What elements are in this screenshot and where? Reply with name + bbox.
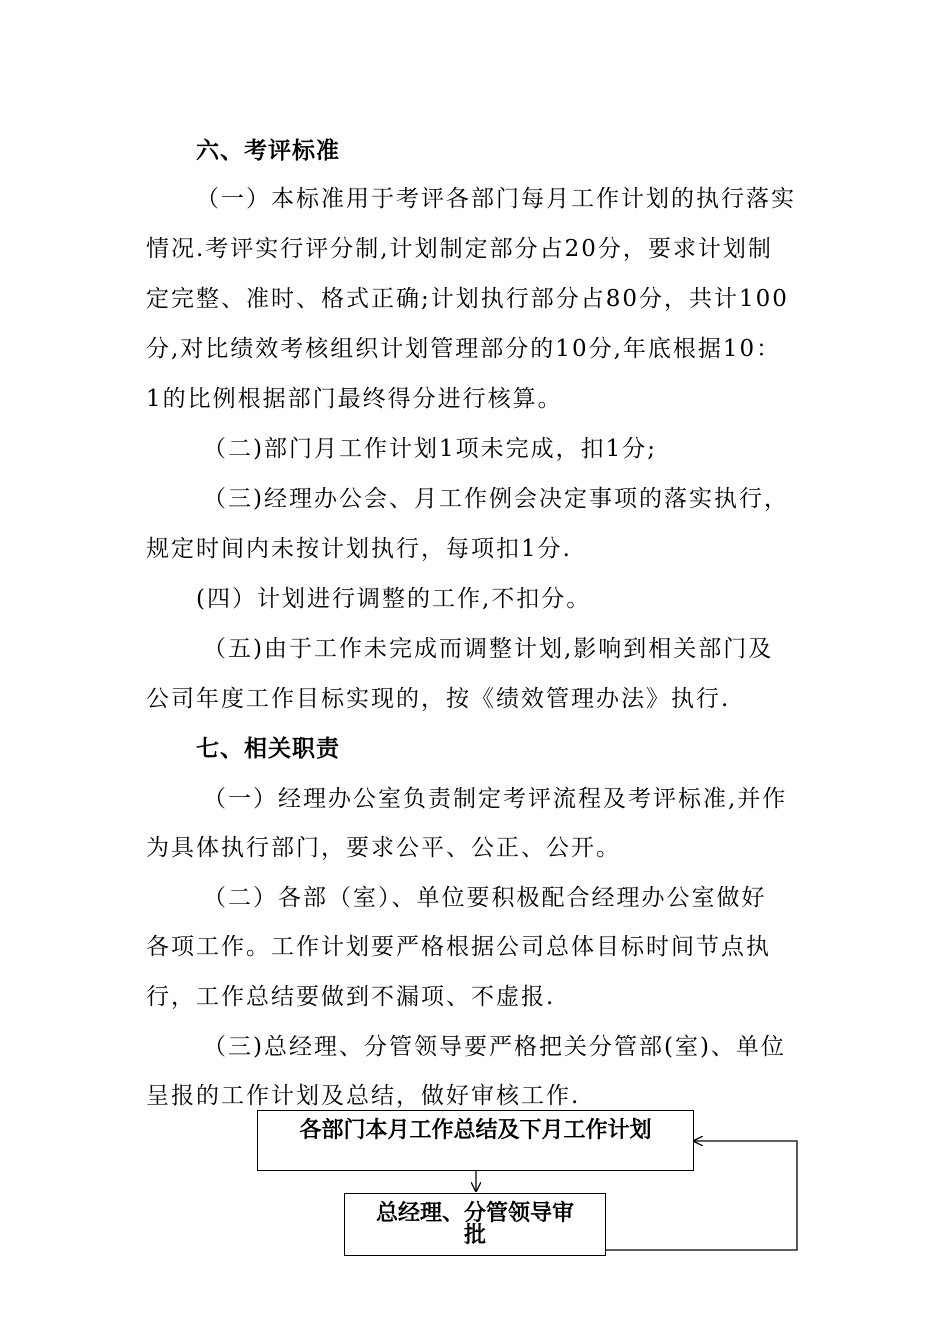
section-6-heading: 六、考评标准 [196, 138, 340, 164]
s6-p2-line1: （二)部门月工作计划1项未完成，扣1分; [203, 436, 657, 462]
s7-p2-line2: 各项工作。工作计划要严格根据公司总体目标时间节点执 [146, 934, 771, 960]
s7-p1-line2: 为具体执行部门，要求公平、公正、公开。 [146, 835, 621, 861]
s6-p3-line2: 规定时间内未按计划执行，每项扣1分. [146, 536, 572, 562]
s6-p1-line2: 情况.考评实行评分制,计划制定部分占20分，要求计划制 [146, 236, 773, 262]
flow-box-approval-label-2: 批 [463, 1223, 486, 1248]
s7-p3-line2: 呈报的工作计划及总结，做好审核工作. [146, 1083, 581, 1109]
s7-p1-line1: （一）经理办公室负责制定考评流程及考评标准,并作 [203, 786, 788, 812]
s6-p1-line1: （一）本标准用于考评各部门每月工作计划的执行落实 [196, 186, 796, 212]
s6-p1-line4: 分,对比绩效考核组织计划管理部分的10分,年底根据10： [146, 336, 782, 362]
flow-box-approval-label-1: 总经理、分管领导审 [375, 1201, 574, 1226]
flow-box-approval [344, 1193, 606, 1256]
s6-p3-line1: （三)经理办公会、月工作例会决定事项的落实执行， [203, 486, 789, 512]
s7-p2-line3: 行，工作总结要做到不漏项、不虚报. [146, 984, 556, 1010]
s6-p1-line3: 定完整、准时、格式正确;计划执行部分占80分，共计100 [146, 286, 789, 312]
s7-p2-line1: （二）各部（室）、单位要积极配合经理办公室做好 [203, 885, 767, 911]
s6-p4-line1: (四）计划进行调整的工作,不扣分。 [196, 586, 592, 612]
section-7-heading: 七、相关职责 [196, 736, 340, 762]
s6-p1-line5: 1的比例根据部门最终得分进行核算。 [146, 386, 563, 412]
s7-p3-line1: （三)总经理、分管领导要严格把关分管部(室)、单位 [203, 1034, 786, 1060]
s6-p5-line2: 公司年度工作目标实现的，按《绩效管理办法》执行. [146, 686, 731, 712]
flow-box-summary-plan [257, 1110, 694, 1171]
s6-p5-line1: （五)由于工作未完成而调整计划,影响到相关部门及 [203, 636, 774, 662]
flow-box-summary-plan-label: 各部门本月工作总结及下月工作计划 [299, 1118, 652, 1143]
